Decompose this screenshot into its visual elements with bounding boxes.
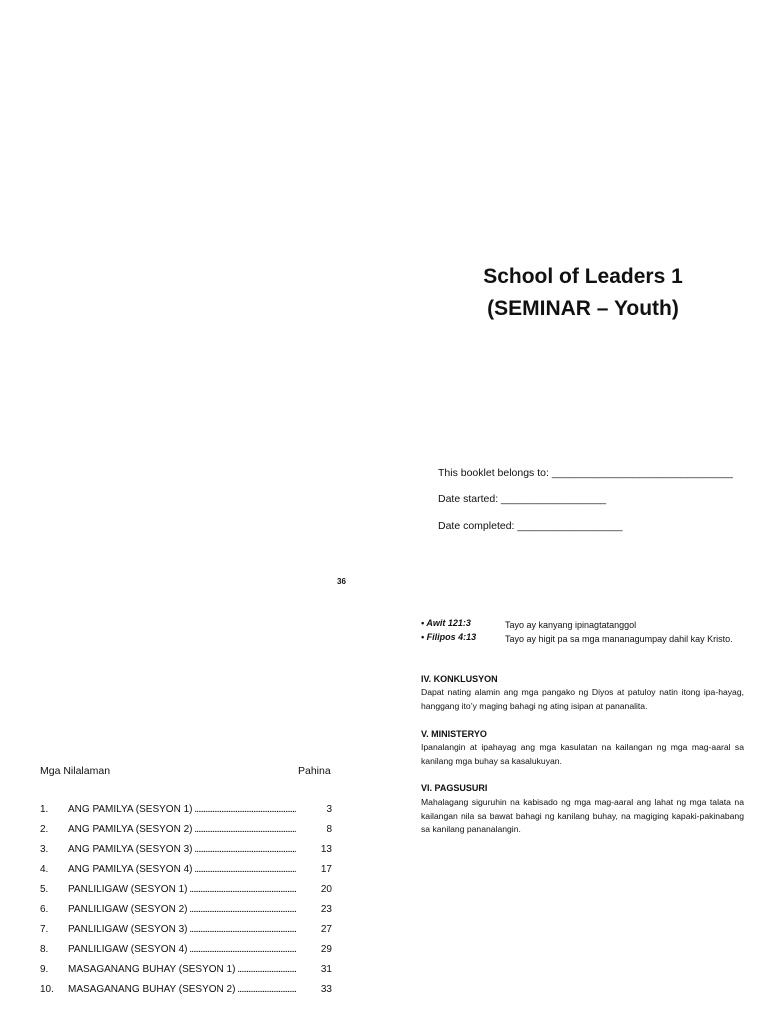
toc-number: 1.: [40, 804, 49, 815]
page-number: 36: [337, 577, 346, 586]
toc-title: PANLILIGAW (SESYON 4) .....: [68, 944, 296, 955]
toc-page: 3: [326, 804, 332, 815]
toc-row: [40, 924, 340, 944]
toc-page: 23: [320, 904, 332, 915]
toc-row: [40, 944, 340, 964]
section-heading: VI. PAGSUSURI: [421, 783, 488, 793]
toc-title: ANG PAMILYA (SESYON 4) .....: [68, 864, 296, 875]
toc-row: [40, 804, 340, 824]
toc-title: PANLILIGAW (SESYON 3) .....: [68, 924, 296, 935]
toc-row: [40, 984, 340, 1004]
toc-number: 8.: [40, 944, 49, 955]
section-heading: IV. KONKLUSYON: [421, 674, 498, 684]
toc-number: 10.: [40, 984, 54, 995]
section-heading: V. MINISTERYO: [421, 729, 487, 739]
date-started-line: Date started: __________________: [438, 493, 607, 505]
toc-page-heading: Pahina: [298, 765, 331, 777]
toc-page: 13: [320, 844, 332, 855]
toc-number: 5.: [40, 884, 49, 895]
toc-page: 20: [320, 884, 332, 895]
toc-title: PANLILIGAW (SESYON 2) .....: [68, 904, 296, 915]
verse-reference: • Filipos 4:13: [421, 632, 477, 642]
toc-number: 3.: [40, 844, 49, 855]
toc-number: 6.: [40, 904, 49, 915]
toc-heading: Mga Nilalaman: [40, 765, 111, 777]
booklet-title-line2: (SEMINAR – Youth): [487, 297, 679, 320]
section-body: Dapat nating alamin ang mga pangako ng Diyos at patuloy natin itong ipa-hayag, hanggang ito’y maging bahagi ng ating isipan at pananalita.: [421, 687, 744, 711]
belongs-to-line: This booklet belongs to: _______________________________: [438, 467, 733, 479]
toc-number: 7.: [40, 924, 49, 935]
toc-title: PANLILIGAW (SESYON 1) .....: [68, 884, 296, 895]
toc-title: ANG PAMILYA (SESYON 2) .....: [68, 824, 296, 835]
toc-title: ANG PAMILYA (SESYON 1) .....: [68, 804, 296, 815]
section-body: Mahalagang siguruhin na kabisado ng mga mag-aaral ang lahat ng mga talata na kailangan nila sa bawat bahagi ng kanilang buhay, na magiging kapaki-pakinabang sa kanilang pananalangin.: [421, 797, 744, 834]
toc-row: [40, 884, 340, 904]
toc-page: 33: [320, 984, 332, 995]
toc-row: [40, 824, 340, 844]
toc-page: 27: [320, 924, 332, 935]
verse-text: Tayo ay kanyang ipinagtatanggol: [505, 620, 637, 630]
verse-reference: • Awit 121:3: [421, 618, 471, 628]
toc-row: [40, 844, 340, 864]
toc-number: 4.: [40, 864, 49, 875]
toc-page: 29: [320, 944, 332, 955]
toc-page: 8: [326, 824, 332, 835]
toc-row: [40, 904, 340, 924]
section-body: Ipanalangin at ipahayag ang mga kasulatan na kailangan ng mga mag-aaral sa kanilang mga buhay sa kasalukuyan.: [421, 742, 744, 766]
booklet-title-line1: School of Leaders 1: [483, 265, 683, 288]
toc-row: [40, 964, 340, 984]
date-completed-line: Date completed: __________________: [438, 520, 623, 532]
toc-row: [40, 864, 340, 884]
toc-title: MASAGANANG BUHAY (SESYON 2) .....: [68, 984, 296, 995]
toc-title: MASAGANANG BUHAY (SESYON 1) .....: [68, 964, 296, 975]
toc-page: 31: [320, 964, 332, 975]
verse-text: Tayo ay higit pa sa mga mananagumpay dahil kay Kristo.: [505, 634, 733, 644]
toc-number: 2.: [40, 824, 49, 835]
toc-title: ANG PAMILYA (SESYON 3) .....: [68, 844, 296, 855]
toc-number: 9.: [40, 964, 49, 975]
toc-page: 17: [320, 864, 332, 875]
